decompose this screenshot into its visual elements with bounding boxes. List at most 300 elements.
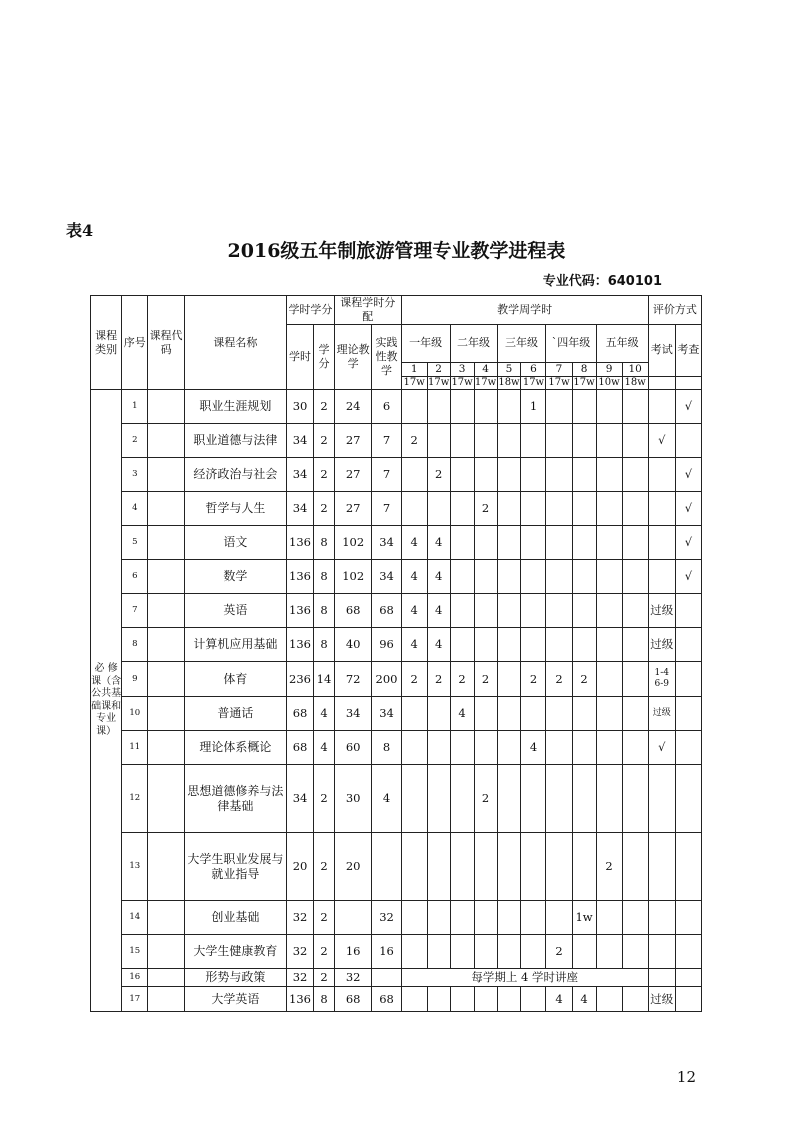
semester-hours-7 — [546, 390, 572, 424]
major-code: 专业代码：640101 — [542, 274, 662, 289]
semester-hours-3 — [450, 731, 474, 765]
course-theory: 72 — [334, 662, 372, 697]
course-theory: 30 — [334, 765, 372, 833]
header-hours-credits: 学时学分 — [286, 296, 334, 325]
semester-hours-8 — [572, 526, 596, 560]
course-number: 13 — [122, 833, 148, 901]
header-semester-2: 2 — [427, 362, 450, 376]
course-name: 形势与政策 — [184, 969, 286, 987]
course-practice: 34 — [372, 697, 401, 731]
semester-hours-4 — [474, 935, 497, 969]
semester-hours-7 — [546, 424, 572, 458]
semester-hours-4: 2 — [474, 765, 497, 833]
course-practice: 4 — [372, 765, 401, 833]
table-row — [91, 833, 702, 901]
header-check-blank — [675, 376, 701, 390]
course-name: 哲学与人生 — [184, 492, 286, 526]
semester-hours-3 — [450, 560, 474, 594]
course-code — [148, 560, 184, 594]
header-weeks-10: 18w — [622, 376, 648, 390]
header-course-name: 课程名称 — [184, 296, 286, 390]
course-number: 1 — [122, 390, 148, 424]
semester-hours-4 — [474, 424, 497, 458]
semester-hours-7 — [546, 458, 572, 492]
semester-hours-6 — [521, 901, 546, 935]
header-grade-3: 三年级 — [497, 324, 546, 362]
course-credits: 2 — [314, 765, 335, 833]
course-exam — [648, 765, 675, 833]
semester-hours-1: 2 — [401, 424, 427, 458]
semester-hours-2: 4 — [427, 628, 450, 662]
course-exam — [648, 560, 675, 594]
semester-hours-6: 4 — [521, 731, 546, 765]
header-practice: 实践性教学 — [372, 324, 401, 390]
header-category: 课程类别 — [91, 296, 122, 390]
course-number: 10 — [122, 697, 148, 731]
course-number: 11 — [122, 731, 148, 765]
course-exam: 过级 — [648, 594, 675, 628]
course-credits: 2 — [314, 492, 335, 526]
header-weeks-6: 17w — [522, 376, 545, 388]
course-credits: 4 — [314, 697, 335, 731]
course-exam — [648, 492, 675, 526]
semester-hours-4: 2 — [474, 492, 497, 526]
course-theory: 27 — [334, 424, 372, 458]
semester-hours-1 — [401, 458, 427, 492]
semester-hours-3 — [450, 901, 474, 935]
course-number: 8 — [122, 628, 148, 662]
table-row — [91, 935, 702, 969]
semester-hours-8 — [572, 560, 596, 594]
course-practice: 96 — [372, 628, 401, 662]
course-credits: 8 — [314, 560, 335, 594]
course-name: 职业生涯规划 — [184, 390, 286, 424]
header-grade-1: 一年级 — [401, 324, 450, 362]
semester-hours-1: 4 — [401, 560, 427, 594]
semester-hours-3 — [450, 987, 474, 1012]
semester-hours-2 — [427, 492, 450, 526]
semester-hours-3 — [450, 833, 474, 901]
course-exam: 过级 — [648, 697, 675, 731]
semester-hours-6 — [521, 628, 546, 662]
course-check: √ — [675, 526, 701, 560]
course-hours: 34 — [286, 424, 313, 458]
course-check — [675, 628, 701, 662]
course-practice: 8 — [372, 731, 401, 765]
semester-hours-1 — [401, 390, 427, 424]
course-hours: 68 — [286, 731, 313, 765]
table-label: 表4 — [66, 221, 94, 240]
course-credits: 2 — [314, 390, 335, 424]
semester-hours-6 — [521, 935, 546, 969]
course-exam — [648, 458, 675, 492]
semester-hours-8 — [572, 390, 596, 424]
semester-hours-9 — [596, 424, 622, 458]
semester-hours-7 — [546, 765, 572, 833]
table-row — [91, 424, 702, 458]
semester-hours-9 — [596, 987, 622, 1012]
semester-hours-5 — [497, 833, 521, 901]
document-title: 2016级五年制旅游管理专业教学进程表 — [227, 240, 566, 262]
semester-hours-9 — [596, 492, 622, 526]
semester-hours-2 — [427, 390, 450, 424]
category-cell: 必 修 课（含公共基础课和专业课） — [91, 390, 122, 1012]
course-hours: 136 — [286, 987, 313, 1012]
course-check — [675, 935, 701, 969]
semester-hours-5 — [497, 526, 521, 560]
semester-hours-10 — [622, 458, 648, 492]
course-practice: 34 — [372, 526, 401, 560]
semester-hours-4 — [474, 901, 497, 935]
semester-hours-4 — [474, 833, 497, 901]
course-theory: 16 — [334, 935, 372, 969]
course-number: 5 — [122, 526, 148, 560]
header-seq: 序号 — [122, 296, 148, 390]
header-semester-7: 7 — [546, 362, 572, 376]
course-code — [148, 833, 184, 901]
course-practice: 16 — [372, 935, 401, 969]
semester-hours-6 — [521, 833, 546, 901]
course-check — [675, 833, 701, 901]
semester-hours-7: 2 — [546, 662, 572, 697]
course-theory — [334, 901, 372, 935]
table-row — [91, 628, 702, 662]
course-practice — [372, 833, 401, 901]
header-weeks-2: 17w — [428, 376, 450, 388]
course-hours: 34 — [286, 458, 313, 492]
course-name: 大学英语 — [184, 987, 286, 1012]
header-weeks-4: 17w — [474, 376, 497, 388]
course-check — [675, 697, 701, 731]
course-code — [148, 987, 184, 1012]
semester-hours-2: 4 — [427, 560, 450, 594]
semester-hours-6 — [521, 594, 546, 628]
course-exam — [648, 390, 675, 424]
semester-hours-3 — [450, 935, 474, 969]
semester-hours-4 — [474, 390, 497, 424]
semester-hours-7 — [546, 731, 572, 765]
header-semester-8: 8 — [572, 362, 596, 376]
course-check — [675, 662, 701, 697]
semester-hours-2: 2 — [427, 662, 450, 697]
header-semester-6: 6 — [521, 362, 546, 376]
semester-hours-2: 4 — [427, 594, 450, 628]
course-practice: 7 — [372, 458, 401, 492]
semester-hours-9 — [596, 560, 622, 594]
header-semester-3: 3 — [450, 362, 474, 376]
semester-hours-2 — [427, 987, 450, 1012]
course-practice: 7 — [372, 492, 401, 526]
semester-hours-8 — [572, 492, 596, 526]
table-row — [91, 765, 702, 833]
course-credits: 2 — [314, 901, 335, 935]
header-evaluation: 评价方式 — [648, 296, 701, 325]
semester-hours-4 — [474, 697, 497, 731]
semester-hours-3 — [450, 492, 474, 526]
semester-hours-8: 1w — [572, 901, 596, 935]
course-exam — [648, 526, 675, 560]
semester-hours-9 — [596, 731, 622, 765]
semester-hours-10 — [622, 697, 648, 731]
course-practice: 200 — [372, 662, 401, 697]
semester-hours-9 — [596, 628, 622, 662]
course-credits: 8 — [314, 987, 335, 1012]
course-number: 12 — [122, 765, 148, 833]
course-code — [148, 731, 184, 765]
header-hour-allocation: 课程学时分配 — [334, 296, 401, 325]
course-theory: 27 — [334, 492, 372, 526]
course-hours: 32 — [286, 969, 313, 987]
course-number: 2 — [122, 424, 148, 458]
course-code — [148, 526, 184, 560]
table-row — [91, 969, 702, 987]
table-row — [91, 987, 702, 1012]
course-code — [148, 901, 184, 935]
semester-hours-4 — [474, 731, 497, 765]
course-hours: 136 — [286, 628, 313, 662]
semester-hours-2 — [427, 901, 450, 935]
semester-hours-1 — [401, 987, 427, 1012]
course-hours: 236 — [286, 662, 313, 697]
course-exam: 过级 — [648, 628, 675, 662]
course-hours: 20 — [286, 833, 313, 901]
course-credits: 4 — [314, 731, 335, 765]
semester-hours-3: 2 — [450, 662, 474, 697]
course-check: √ — [675, 560, 701, 594]
semester-hours-10 — [622, 833, 648, 901]
course-theory: 24 — [334, 390, 372, 424]
table-row — [91, 560, 702, 594]
semester-hours-10 — [622, 526, 648, 560]
semester-hours-1 — [401, 492, 427, 526]
course-exam: 过级 — [648, 987, 675, 1012]
semester-hours-6 — [521, 526, 546, 560]
course-name: 计算机应用基础 — [184, 628, 286, 662]
course-practice: 68 — [372, 987, 401, 1012]
semester-hours-3: 4 — [450, 697, 474, 731]
course-hours: 68 — [286, 697, 313, 731]
header-exam-blank — [648, 376, 675, 390]
semester-hours-5 — [497, 765, 521, 833]
semester-hours-4 — [474, 628, 497, 662]
course-number: 4 — [122, 492, 148, 526]
header-grade-5: 五年级 — [596, 324, 648, 362]
semester-hours-5 — [497, 390, 521, 424]
course-name: 理论体系概论 — [184, 731, 286, 765]
semester-hours-5 — [497, 901, 521, 935]
course-theory: 68 — [334, 987, 372, 1012]
semester-hours-6 — [521, 987, 546, 1012]
semester-hours-7 — [546, 594, 572, 628]
semester-hours-1: 4 — [401, 628, 427, 662]
semester-hours-7 — [546, 492, 572, 526]
semester-hours-2: 4 — [427, 526, 450, 560]
course-theory: 20 — [334, 833, 372, 901]
semester-hours-8 — [572, 697, 596, 731]
semester-hours-8 — [572, 935, 596, 969]
table-row — [91, 594, 702, 628]
course-name: 体育 — [184, 662, 286, 697]
header-theory: 理论教学 — [334, 324, 372, 390]
page-number: 12 — [676, 1068, 696, 1086]
semester-hours-8: 4 — [572, 987, 596, 1012]
header-weeks-5: 18w — [498, 376, 520, 388]
header-grade-2: 二年级 — [450, 324, 497, 362]
semester-hours-3 — [450, 765, 474, 833]
semester-hours-10 — [622, 390, 648, 424]
course-code — [148, 424, 184, 458]
semester-hours-9 — [596, 594, 622, 628]
course-hours: 34 — [286, 492, 313, 526]
semester-hours-9: 2 — [596, 833, 622, 901]
semester-hours-1 — [401, 697, 427, 731]
header-exam: 考试 — [648, 324, 675, 376]
semester-hours-5 — [497, 424, 521, 458]
semester-hours-10 — [622, 662, 648, 697]
course-name: 普通话 — [184, 697, 286, 731]
semester-hours-5 — [497, 935, 521, 969]
semester-hours-6 — [521, 560, 546, 594]
table-row — [91, 526, 702, 560]
semester-hours-9 — [596, 697, 622, 731]
semester-hours-9 — [596, 390, 622, 424]
course-theory: 34 — [334, 697, 372, 731]
semester-hours-4 — [474, 526, 497, 560]
semester-hours-3 — [450, 594, 474, 628]
semester-hours-7: 2 — [546, 935, 572, 969]
semester-hours-6 — [521, 458, 546, 492]
semester-hours-7 — [546, 833, 572, 901]
semester-hours-3 — [450, 526, 474, 560]
course-number: 3 — [122, 458, 148, 492]
table-row — [91, 458, 702, 492]
semester-hours-5 — [497, 628, 521, 662]
table-row — [91, 492, 702, 526]
semester-hours-2 — [427, 765, 450, 833]
semester-hours-8 — [572, 628, 596, 662]
header-semester-1: 1 — [401, 362, 427, 376]
semester-hours-7 — [546, 628, 572, 662]
course-check: √ — [675, 458, 701, 492]
semester-hours-10 — [622, 560, 648, 594]
course-practice: 6 — [372, 390, 401, 424]
course-practice: 68 — [372, 594, 401, 628]
semester-hours-6: 1 — [521, 390, 546, 424]
semester-hours-2 — [427, 833, 450, 901]
teaching-schedule-table — [90, 295, 702, 1012]
semester-hours-9 — [596, 901, 622, 935]
course-practice — [372, 969, 401, 987]
semester-hours-6 — [521, 697, 546, 731]
course-theory: 32 — [334, 969, 372, 987]
semester-hours-9 — [596, 526, 622, 560]
course-theory: 68 — [334, 594, 372, 628]
course-credits: 2 — [314, 424, 335, 458]
course-check — [675, 765, 701, 833]
course-code — [148, 697, 184, 731]
semester-hours-3 — [450, 424, 474, 458]
header-hours: 学时 — [286, 324, 313, 390]
semester-hours-1 — [401, 901, 427, 935]
semester-hours-3 — [450, 458, 474, 492]
course-code — [148, 458, 184, 492]
semester-hours-4 — [474, 560, 497, 594]
semester-hours-1 — [401, 731, 427, 765]
header-semester-10: 10 — [622, 362, 648, 376]
course-exam: √ — [648, 731, 675, 765]
semester-hours-10 — [622, 492, 648, 526]
course-hours: 32 — [286, 901, 313, 935]
semester-hours-8 — [572, 731, 596, 765]
course-code — [148, 969, 184, 987]
course-name: 大学生健康教育 — [184, 935, 286, 969]
course-practice: 32 — [372, 901, 401, 935]
course-credits: 2 — [314, 458, 335, 492]
semester-hours-5 — [497, 697, 521, 731]
semester-hours-5 — [497, 492, 521, 526]
semester-hours-5 — [497, 662, 521, 697]
course-code — [148, 390, 184, 424]
course-code — [148, 628, 184, 662]
course-exam — [648, 901, 675, 935]
course-name: 大学生职业发展与就业指导 — [184, 833, 286, 901]
semester-hours-7 — [546, 560, 572, 594]
table-row — [91, 662, 702, 697]
course-hours: 136 — [286, 594, 313, 628]
header-weeks-9: 10w — [596, 376, 622, 390]
semester-hours-10 — [622, 765, 648, 833]
semester-hours-2 — [427, 935, 450, 969]
semester-hours-10 — [622, 594, 648, 628]
course-practice: 7 — [372, 424, 401, 458]
semester-hours-2 — [427, 731, 450, 765]
course-check — [675, 594, 701, 628]
header-weeks-7: 17w — [546, 376, 572, 390]
header-grade-4: `四年级 — [546, 324, 596, 362]
course-check: √ — [675, 492, 701, 526]
semester-hours-8 — [572, 594, 596, 628]
table-row — [91, 731, 702, 765]
semester-hours-9 — [596, 458, 622, 492]
semester-hours-10 — [622, 987, 648, 1012]
semester-hours-10 — [622, 731, 648, 765]
course-check: √ — [675, 390, 701, 424]
course-credits: 2 — [314, 935, 335, 969]
semester-hours-6: 2 — [521, 662, 546, 697]
semester-hours-6 — [521, 424, 546, 458]
course-code — [148, 765, 184, 833]
header-weeks-3: 17w — [451, 376, 473, 388]
semester-hours-7 — [546, 526, 572, 560]
course-code — [148, 594, 184, 628]
course-credits: 8 — [314, 594, 335, 628]
course-name: 数学 — [184, 560, 286, 594]
semester-hours-10 — [622, 901, 648, 935]
course-hours: 30 — [286, 390, 313, 424]
table-row — [91, 697, 702, 731]
semester-hours-4 — [474, 594, 497, 628]
header-weeks-1: 17w — [401, 376, 427, 390]
semester-hours-3 — [450, 390, 474, 424]
course-check — [675, 731, 701, 765]
course-check — [675, 969, 701, 987]
course-exam — [648, 969, 675, 987]
course-exam: 1-4 6-9 — [648, 662, 675, 697]
semester-hours-8 — [572, 765, 596, 833]
course-name: 创业基础 — [184, 901, 286, 935]
course-practice: 34 — [372, 560, 401, 594]
course-code — [148, 935, 184, 969]
